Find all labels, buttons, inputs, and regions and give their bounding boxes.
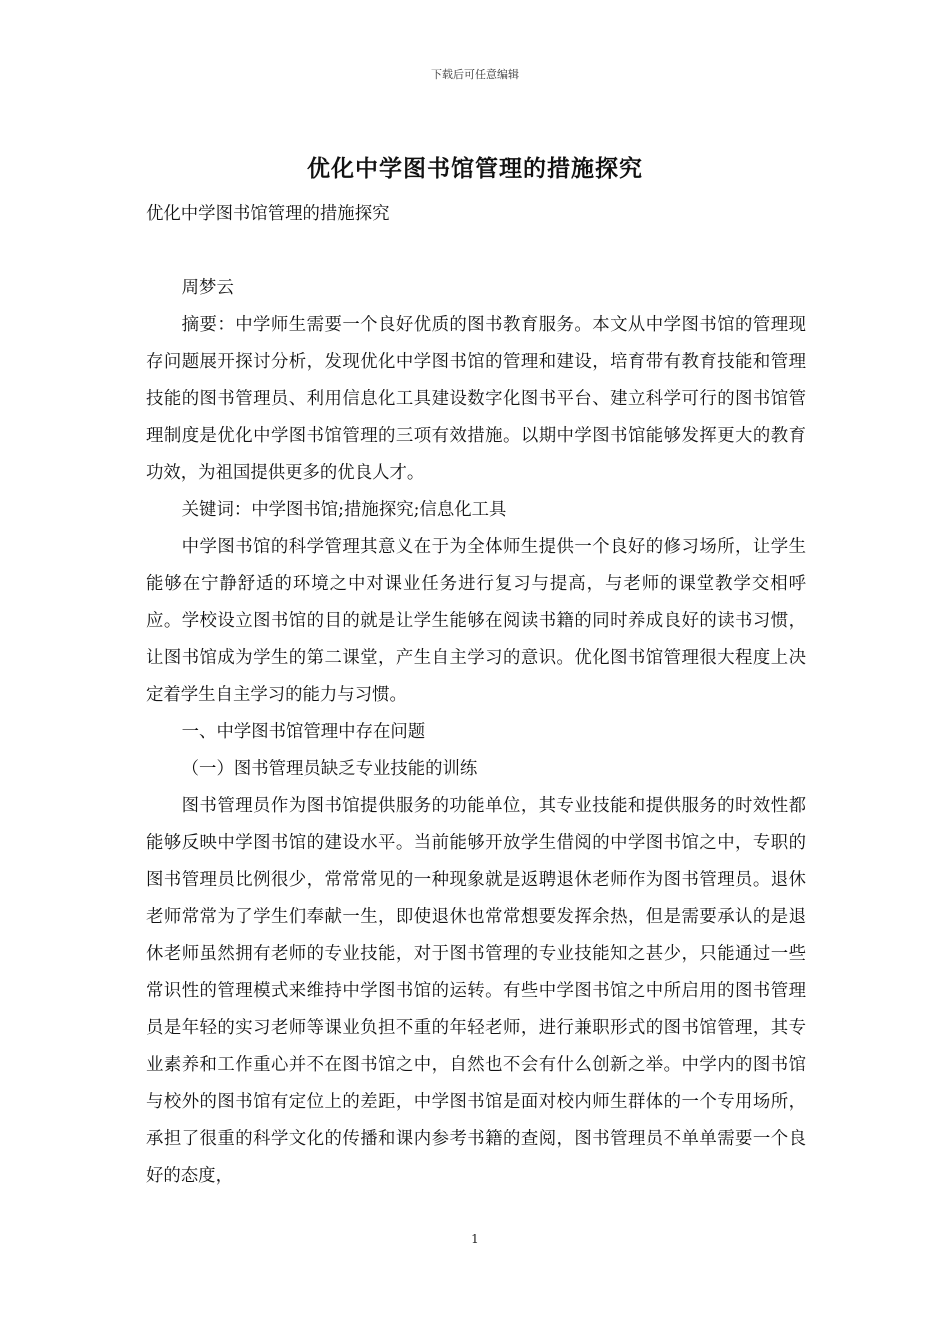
- subsection-heading: （一）图书管理员缺乏专业技能的训练: [181, 759, 478, 779]
- document-body: [146, 196, 806, 1195]
- document-title: 优化中学图书馆管理的措施探究: [307, 155, 643, 182]
- body-paragraph: 图书管理员作为图书馆提供服务的功能单位，其专业技能和提供服务的时效性都能够反映中学图书馆的建设水平。当前能够开放学生借阅的中学图书馆之中，专职的图书管理员比例很少，常常常见的一种现象就是返聘退休老师作为图书管理员。退休老师常常为了学生们奉献一生，即使退休也常常想要发挥余热，但是需要承认的是退休老师虽然拥有老师的专业技能，对于图书管理的专业技能知之甚少，只能通过一些常识性的管理模式来维持中学图书馆的运转。有些中学图书馆之中所启用的图书管理员是年轻的实习老师等课业负担不重的年轻老师，进行兼职形式的图书馆管理，其专业素养和工作重心并不在图书馆之中，自然也不会有什么创新之举。中学内的图书馆与校外的图书馆有定位上的差距，中学图书馆是面对校内师生群体的一个专用场所，承担了很重的科学文化的传播和课内参考书籍的查阅，图书管理员不单单需要一个良好的态度，: [146, 796, 806, 1186]
- header-note: 下载后可任意编辑: [431, 68, 519, 81]
- intro-paragraph: 中学图书馆的科学管理其意义在于为全体师生提供一个良好的修习场所，让学生能够在宁静舒适的环境之中对课业任务进行复习与提高，与老师的课堂教学交相呼应。学校设立图书馆的目的就是让学生能够在阅读书籍的同时养成良好的读书习惯，让图书馆成为学生的第二课堂，产生自主学习的意识。优化图书馆管理很大程度上决定着学生自主学习的能力与习惯。: [146, 537, 806, 705]
- keywords-line: 关键词：中学图书馆;措施探究;信息化工具: [181, 500, 507, 520]
- document-subtitle: 优化中学图书馆管理的措施探究: [146, 204, 390, 224]
- author-name: 周梦云: [181, 278, 234, 298]
- page-number: 1: [471, 1232, 479, 1246]
- abstract-paragraph: 摘要：中学师生需要一个良好优质的图书教育服务。本文从中学图书馆的管理现存问题展开探讨分析，发现优化中学图书馆的管理和建设，培育带有教育技能和管理技能的图书管理员、利用信息化工具建设数字化图书平台、建立科学可行的图书馆管理制度是优化中学图书馆管理的三项有效措施。以期中学图书馆能够发挥更大的教育功效，为祖国提供更多的优良人才。: [146, 315, 806, 483]
- section-heading: 一、中学图书馆管理中存在问题: [181, 722, 426, 742]
- blank-line: [146, 233, 806, 270]
